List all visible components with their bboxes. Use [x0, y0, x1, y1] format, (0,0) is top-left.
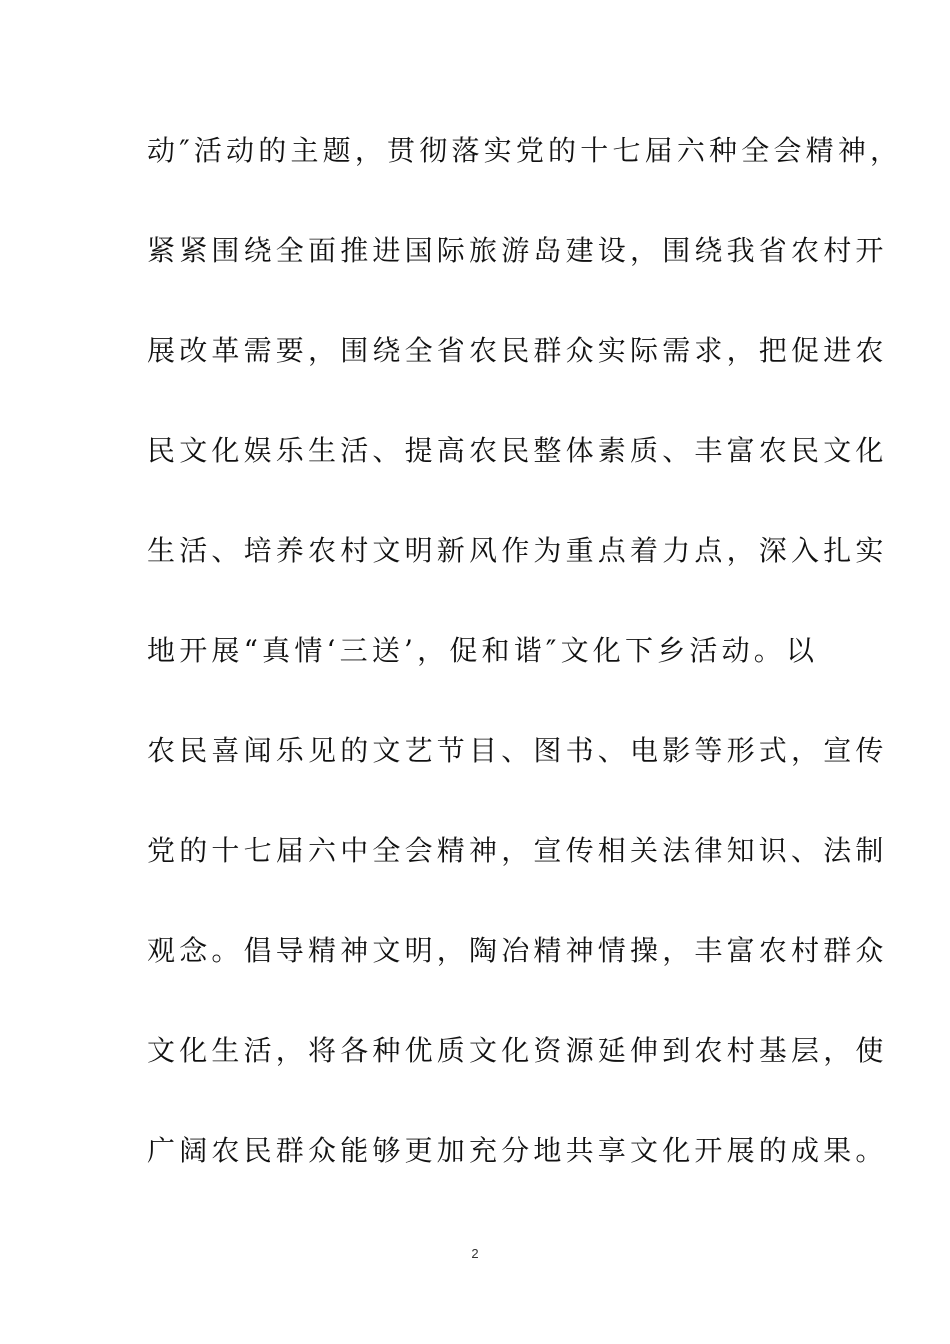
text-line: 生活、培养农村文明新风作为重点着力点，深入扎实 [147, 534, 888, 567]
page-number: 2 [471, 1246, 479, 1261]
body-paragraph [147, 126, 903, 1226]
text-line: 地开展“真情‘三送’，促和谐″文化下乡活动。以 [147, 634, 819, 667]
text-line: 党的十七届六中全会精神，宣传相关法律知识、法制 [147, 834, 888, 867]
text-line: 紧紧围绕全面推进国际旅游岛建设，围绕我省农村开 [147, 234, 888, 267]
text-line: 广阔农民群众能够更加充分地共享文化开展的成果。 [147, 1134, 888, 1167]
text-line: 民文化娱乐生活、提高农民整体素质、丰富农民文化 [147, 434, 888, 467]
text-line: 文化生活，将各种优质文化资源延伸到农村基层，使 [147, 1034, 888, 1067]
text-line: 动″活动的主题，贯彻落实党的十七届六种全会精神， [147, 134, 903, 167]
text-line: 展改革需要，围绕全省农民群众实际需求，把促进农 [147, 334, 888, 367]
text-line: 观念。倡导精神文明，陶冶精神情操，丰富农村群众 [147, 934, 888, 967]
text-line: 农民喜闻乐见的文艺节目、图书、电影等形式，宣传 [147, 734, 888, 767]
